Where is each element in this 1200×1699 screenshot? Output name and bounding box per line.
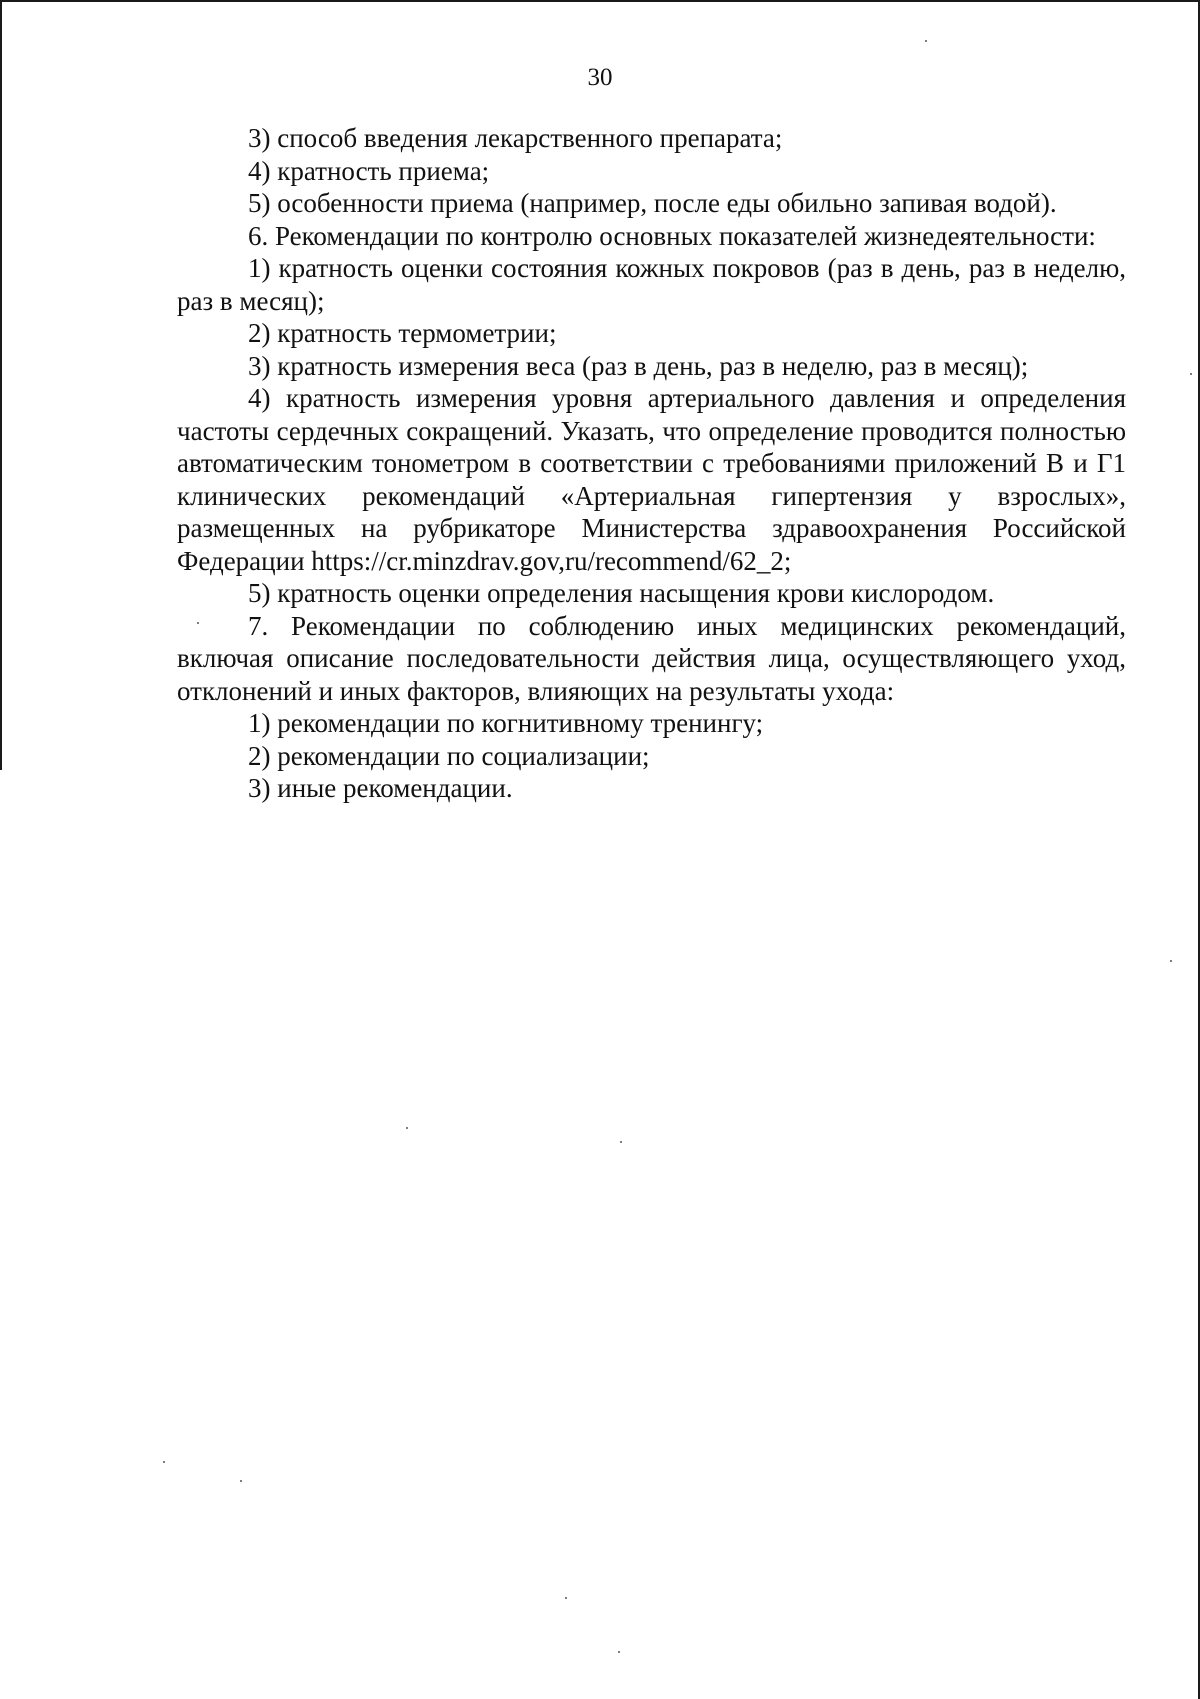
list-item-socialization: 2) рекомендации по социализации; <box>248 740 650 771</box>
scan-speck <box>565 1597 567 1599</box>
scan-border-left <box>0 0 2 770</box>
scan-speck <box>163 1461 165 1463</box>
list-item-thermometry: 2) кратность термометрии; <box>248 318 557 348</box>
scan-speck <box>925 40 927 42</box>
list-item-administration-method: 3) способ введения лекарственного препарата; <box>248 123 783 153</box>
scan-speck <box>406 1127 408 1129</box>
scan-speck <box>240 1480 242 1482</box>
scan-speck <box>620 1141 622 1143</box>
list-item-other-recommendations: 3) иные рекомендации. <box>248 773 513 803</box>
list-item-oxygen-saturation: 5) кратность оценки определения насыщения крови кислородом. <box>248 578 995 608</box>
scan-speck <box>1190 373 1192 375</box>
section-7-heading: 7. Рекомендации по соблюдению иных медицинских рекомендаций, включая описание последовательности действия лица, осуществляющего уход, отклонений и иных факторов, влияющих на результаты ухода: <box>177 610 1126 706</box>
list-item-intake-frequency: 4) кратность приема; <box>248 155 490 186</box>
list-item-weight-measurement: 3) кратность измерения веса (раз в день, раз в неделю, раз в месяц); <box>248 350 1029 381</box>
list-item-intake-specifics: 5) особенности приема (например, после еды обильно запивая водой). <box>248 188 1057 218</box>
list-item-cognitive-training: 1) рекомендации по когнитивному тренингу; <box>248 708 764 738</box>
scan-speck <box>1170 960 1172 962</box>
scan-speck <box>197 622 199 624</box>
section-6-heading: 6. Рекомендации по контролю основных показателей жизнедеятельности: <box>248 220 1096 251</box>
scan-speck <box>618 1651 620 1653</box>
list-item-blood-pressure: 4) кратность измерения уровня артериального давления и определения частоты сердечных сокращений. Указать, что определение проводится полностью автоматическим тонометром в соответствии с требованиями приложений В и Г1 клинических рекомендаций «Артериальная гипертензия у взрослых», размещенных на рубрикаторе Министерства здравоохранения Российской Федерации https://cr.minzdrav.gov,ru/recommend/62_2; <box>177 383 1126 576</box>
list-item-skin-assessment: 1) кратность оценки состояния кожных покровов (раз в день, раз в неделю, раз в месяц); <box>177 253 1126 316</box>
scan-border-top <box>0 0 1200 2</box>
document-body <box>177 122 1126 805</box>
page-number: 30 <box>587 64 613 91</box>
